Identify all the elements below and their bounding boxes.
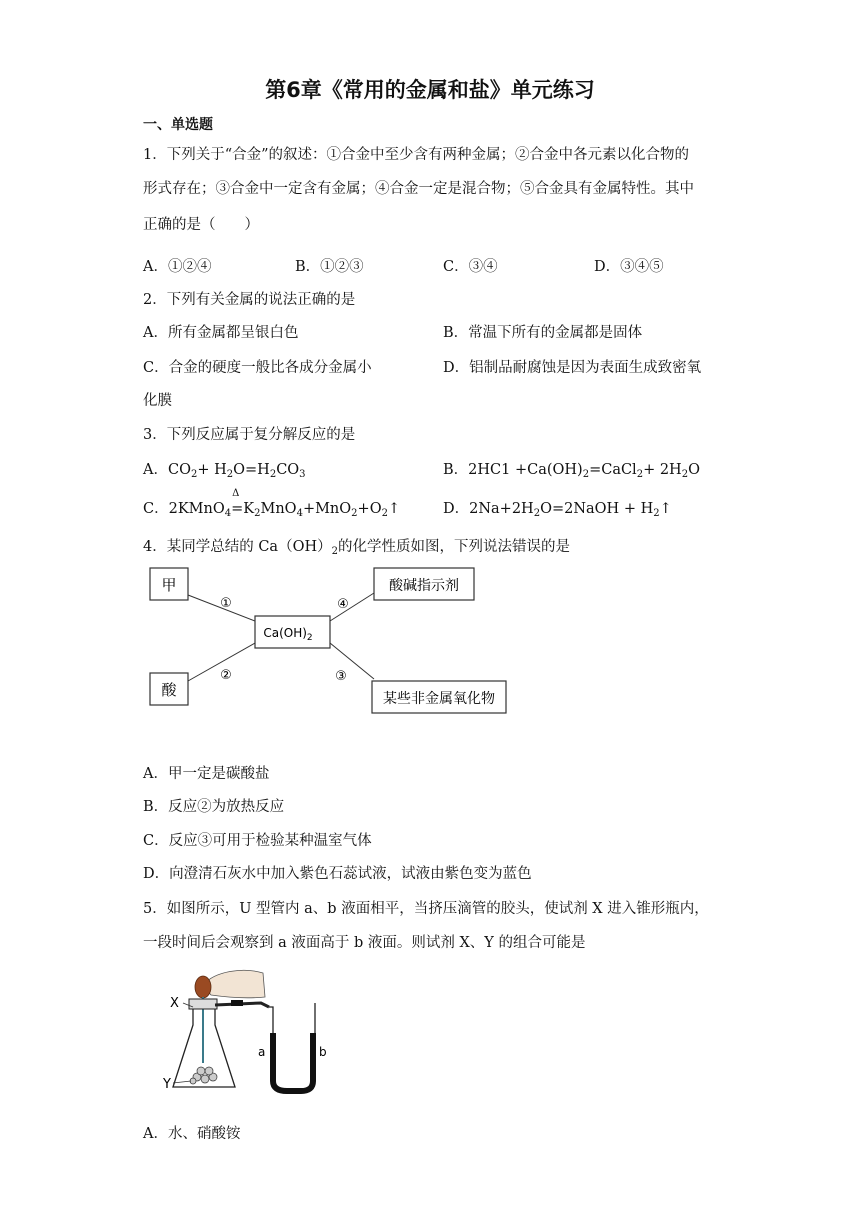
q1-option-a: A．①②④: [143, 259, 212, 275]
q4-option-b: B．反应②为放热反应: [143, 799, 285, 815]
tube-clip: [231, 1000, 243, 1006]
label-a: a: [258, 1045, 266, 1059]
caoh2-properties-diagram: [140, 563, 520, 723]
q3-option-a: A．$CO_2+ H_2O=H_2CO_3$: [143, 462, 306, 480]
q1-option-c: C．③④: [443, 259, 498, 275]
reaction-3-marker: ③: [335, 669, 347, 684]
q5-line1: 5．如图所示，U 型管内 a、b 液面相平，当挤压滴管的胶头，使试剂 X 进入锥形瓶内，: [143, 901, 709, 917]
q3-option-d: D．$2Na+2H_2O=2NaOH$ + $H_2↑$: [443, 501, 672, 519]
page-title: 第6章《常用的金属和盐》单元练习: [265, 78, 595, 102]
hand-icon: [203, 970, 265, 998]
section-heading: 一、单选题: [143, 117, 213, 133]
reaction-1-marker: ①: [220, 596, 232, 611]
box-oxide-label: 某些非金属氧化物: [383, 691, 495, 707]
q2-option-d-continued: 化膜: [143, 393, 172, 409]
q4-option-c: C．反应③可用于检验某种温室气体: [143, 833, 372, 849]
u-tube-apparatus-figure: [165, 963, 335, 1103]
box-indicator-label: 酸碱指示剂: [389, 578, 459, 594]
q1-line3: 正确的是（ ）: [143, 217, 259, 233]
q2-option-b: B．常温下所有的金属都是固体: [443, 325, 643, 341]
q1-option-b: B．①②③: [295, 259, 364, 275]
q4-option-d: D．向澄清石灰水中加入紫色石蕊试液，试液由紫色变为蓝色: [143, 866, 532, 882]
q3-option-b: B．$2HC1 +Ca(OH)_2=CaCl_2+ 2H_2O$: [443, 462, 700, 480]
q2-option-d: D．铝制品耐腐蚀是因为表面生成致密氧: [443, 360, 702, 376]
q5-line2: 一段时间后会观察到 a 液面高于 b 液面。则试剂 X、Y 的组合可能是: [143, 935, 586, 951]
q2-option-a: A．所有金属都呈银白色: [143, 325, 299, 341]
box-jia-label: 甲: [161, 576, 177, 594]
box-suan-label: 酸: [161, 681, 177, 699]
heat-condition: Δ =: [231, 488, 244, 517]
u-tube-liquid: [273, 1033, 313, 1091]
solid-y-particles: [190, 1067, 217, 1084]
q4-stem: 4．某同学总结的 $Ca(OH)_2$的化学性质如图，下列说法错误的是: [143, 539, 570, 557]
q2-stem: 2．下列有关金属的说法正确的是: [143, 292, 356, 308]
label-y: Y: [163, 1077, 171, 1092]
q1-line2: 形式存在；③合金中一定含有金属；④合金一定是混合物；⑤合金具有金属特性。其中: [143, 181, 694, 197]
reaction-4-marker: ④: [337, 597, 349, 612]
q4-option-a: A．甲一定是碳酸盐: [143, 766, 270, 782]
q2-option-c: C．合金的硬度一般比各成分金属小: [143, 360, 372, 376]
q1-option-d: D．③④⑤: [594, 259, 664, 275]
reaction-2-marker: ②: [220, 668, 232, 683]
q5-option-a: A．水、硝酸铵: [143, 1126, 241, 1142]
flask-stopper: [189, 999, 217, 1009]
q1-line1: 1．下列关于“合金”的叙述：①合金中至少含有两种金属；②合金中各元素以化合物的: [143, 147, 690, 163]
q3-stem: 3．下列反应属于复分解反应的是: [143, 427, 356, 443]
q3-option-c: C．2KMnO$_4$ Δ $=K_2MnO_4+MnO_2+O_2↑$: [143, 488, 401, 519]
box-caoh2-label: $Ca(OH)_2$: [263, 626, 313, 643]
dropper-bulb: [195, 976, 211, 998]
label-x: X: [170, 996, 179, 1011]
label-b: b: [319, 1045, 327, 1059]
